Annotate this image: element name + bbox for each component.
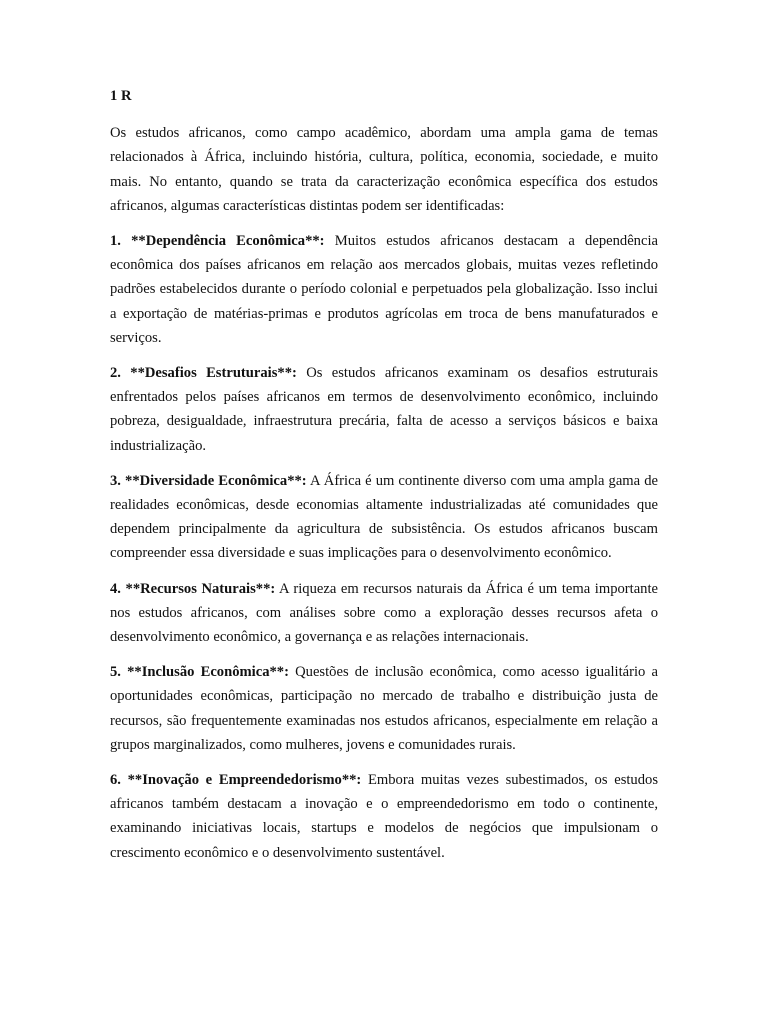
list-item <box>110 361 658 458</box>
item-lead: 3. **Diversidade Econômica**: <box>110 472 307 489</box>
item-text: Embora muitas vezes subestimados, os estudos africanos também destacam a inovação e o empreendedorismo em todo o continente, examinando iniciativas locais, startups e modelos de negócios que impulsionam o crescimento econômico e o desenvolvimento sustentável. <box>110 772 658 861</box>
list-item <box>110 469 658 566</box>
item-lead: 5. **Inclusão Econômica**: <box>110 664 289 681</box>
item-lead: 6. **Inovação e Empreendedorismo**: <box>110 772 362 789</box>
item-text: A África é um continente diverso com uma ampla gama de realidades econômicas, desde economias altamente industrializadas até comunidades que dependem principalmente da agricultura de subsistência. Os estudos africanos buscam compreender essa diversidade e suas implicações para o desenvolvimento econômico. <box>110 472 658 562</box>
document-page <box>110 84 658 876</box>
item-lead: 4. **Recursos Naturais**: <box>110 580 276 597</box>
item-text: Os estudos africanos examinam os desafios estruturais enfrentados pelos países africanos em termos de desenvolvimento econômico, incluindo pobreza, desigualdade, infraestrutura precária, falta de acesso a serviços básicos e baixa industrialização. <box>110 365 658 454</box>
list-item <box>110 768 658 865</box>
document-heading: 1 R <box>110 88 132 104</box>
item-text: Questões de inclusão econômica, como acesso igualitário a oportunidades econômicas, participação no mercado de trabalho e distribuição justa de recursos, são frequentemente examinadas nos estudos africanos, especialmente em relação a grupos marginalizados, como mulheres, jovens e comunidades rurais. <box>110 664 658 753</box>
item-text: Muitos estudos africanos destacam a dependência econômica dos países africanos em relação aos mercados globais, muitas vezes refletindo padrões estabelecidos durante o período colonial e perpetuados pela globalização. Isso inclui a exportação de matérias-primas e produtos agrícolas em troca de bens manufaturados e serviços. <box>110 233 658 346</box>
list-item <box>110 660 658 757</box>
list-item <box>110 229 658 350</box>
item-text: A riqueza em recursos naturais da África é um tema importante nos estudos africanos, com análises sobre como a exploração desses recursos afeta o desenvolvimento econômico, a governança e as relações internacionais. <box>110 580 659 646</box>
item-lead: 1. **Dependência Econômica**: <box>110 233 325 250</box>
intro-paragraph: Os estudos africanos, como campo acadêmico, abordam uma ampla gama de temas relacionados à África, incluindo história, cultura, política, economia, sociedade, e muito mais. No entanto, quando se trata da caracterização econômica específica dos estudos africanos, algumas características distintas podem ser identificadas: <box>110 125 658 214</box>
list-item <box>110 577 658 650</box>
item-lead: 2. **Desafios Estruturais**: <box>110 365 297 382</box>
